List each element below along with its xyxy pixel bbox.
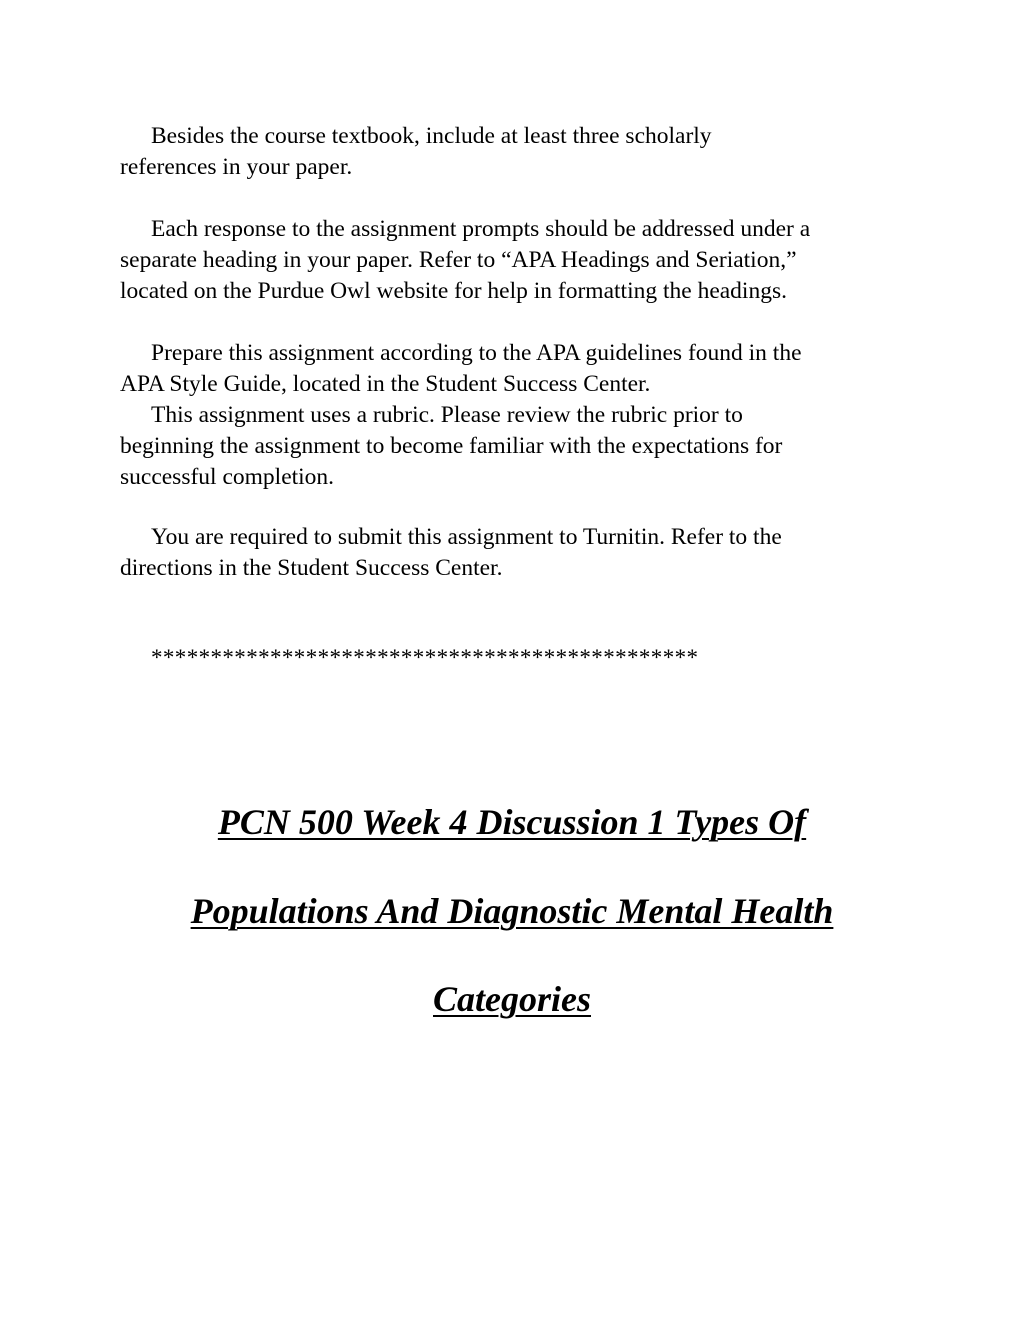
document-title-line-2: Populations And Diagnostic Mental Health: [190, 891, 834, 931]
paragraph-line: Besides the course textbook, include at least three scholarly: [151, 123, 712, 149]
paragraph-references: [120, 121, 920, 183]
paragraph-line: This assignment uses a rubric. Please review the rubric prior to: [151, 402, 743, 428]
paragraph-line: APA Style Guide, located in the Student Success Center.: [120, 371, 651, 397]
paragraph-line: successful completion.: [120, 464, 335, 490]
paragraph-apa-guidelines: [120, 338, 920, 493]
paragraph-line: located on the Purdue Owl website for help in formatting the headings.: [120, 278, 787, 304]
paragraph-line: You are required to submit this assignment to Turnitin. Refer to the: [151, 524, 782, 550]
paragraph-line: separate heading in your paper. Refer to “APA Headings and Seriation,”: [120, 247, 797, 273]
paragraph-headings: [120, 214, 920, 307]
paragraph-line: Prepare this assignment according to the APA guidelines found in the: [151, 340, 802, 366]
separator-asterisks: **********************************************: [151, 645, 699, 670]
paragraph-line: Each response to the assignment prompts should be addressed under a: [151, 216, 811, 242]
paragraph-line: references in your paper.: [120, 154, 353, 180]
document-title-line-3: Categories: [433, 979, 591, 1019]
document-title-line-1: PCN 500 Week 4 Discussion 1 Types Of: [217, 802, 807, 842]
paragraph-line: beginning the assignment to become familiar with the expectations for: [120, 433, 783, 459]
paragraph-turnitin: [120, 522, 920, 584]
paragraph-line: directions in the Student Success Center.: [120, 555, 503, 581]
